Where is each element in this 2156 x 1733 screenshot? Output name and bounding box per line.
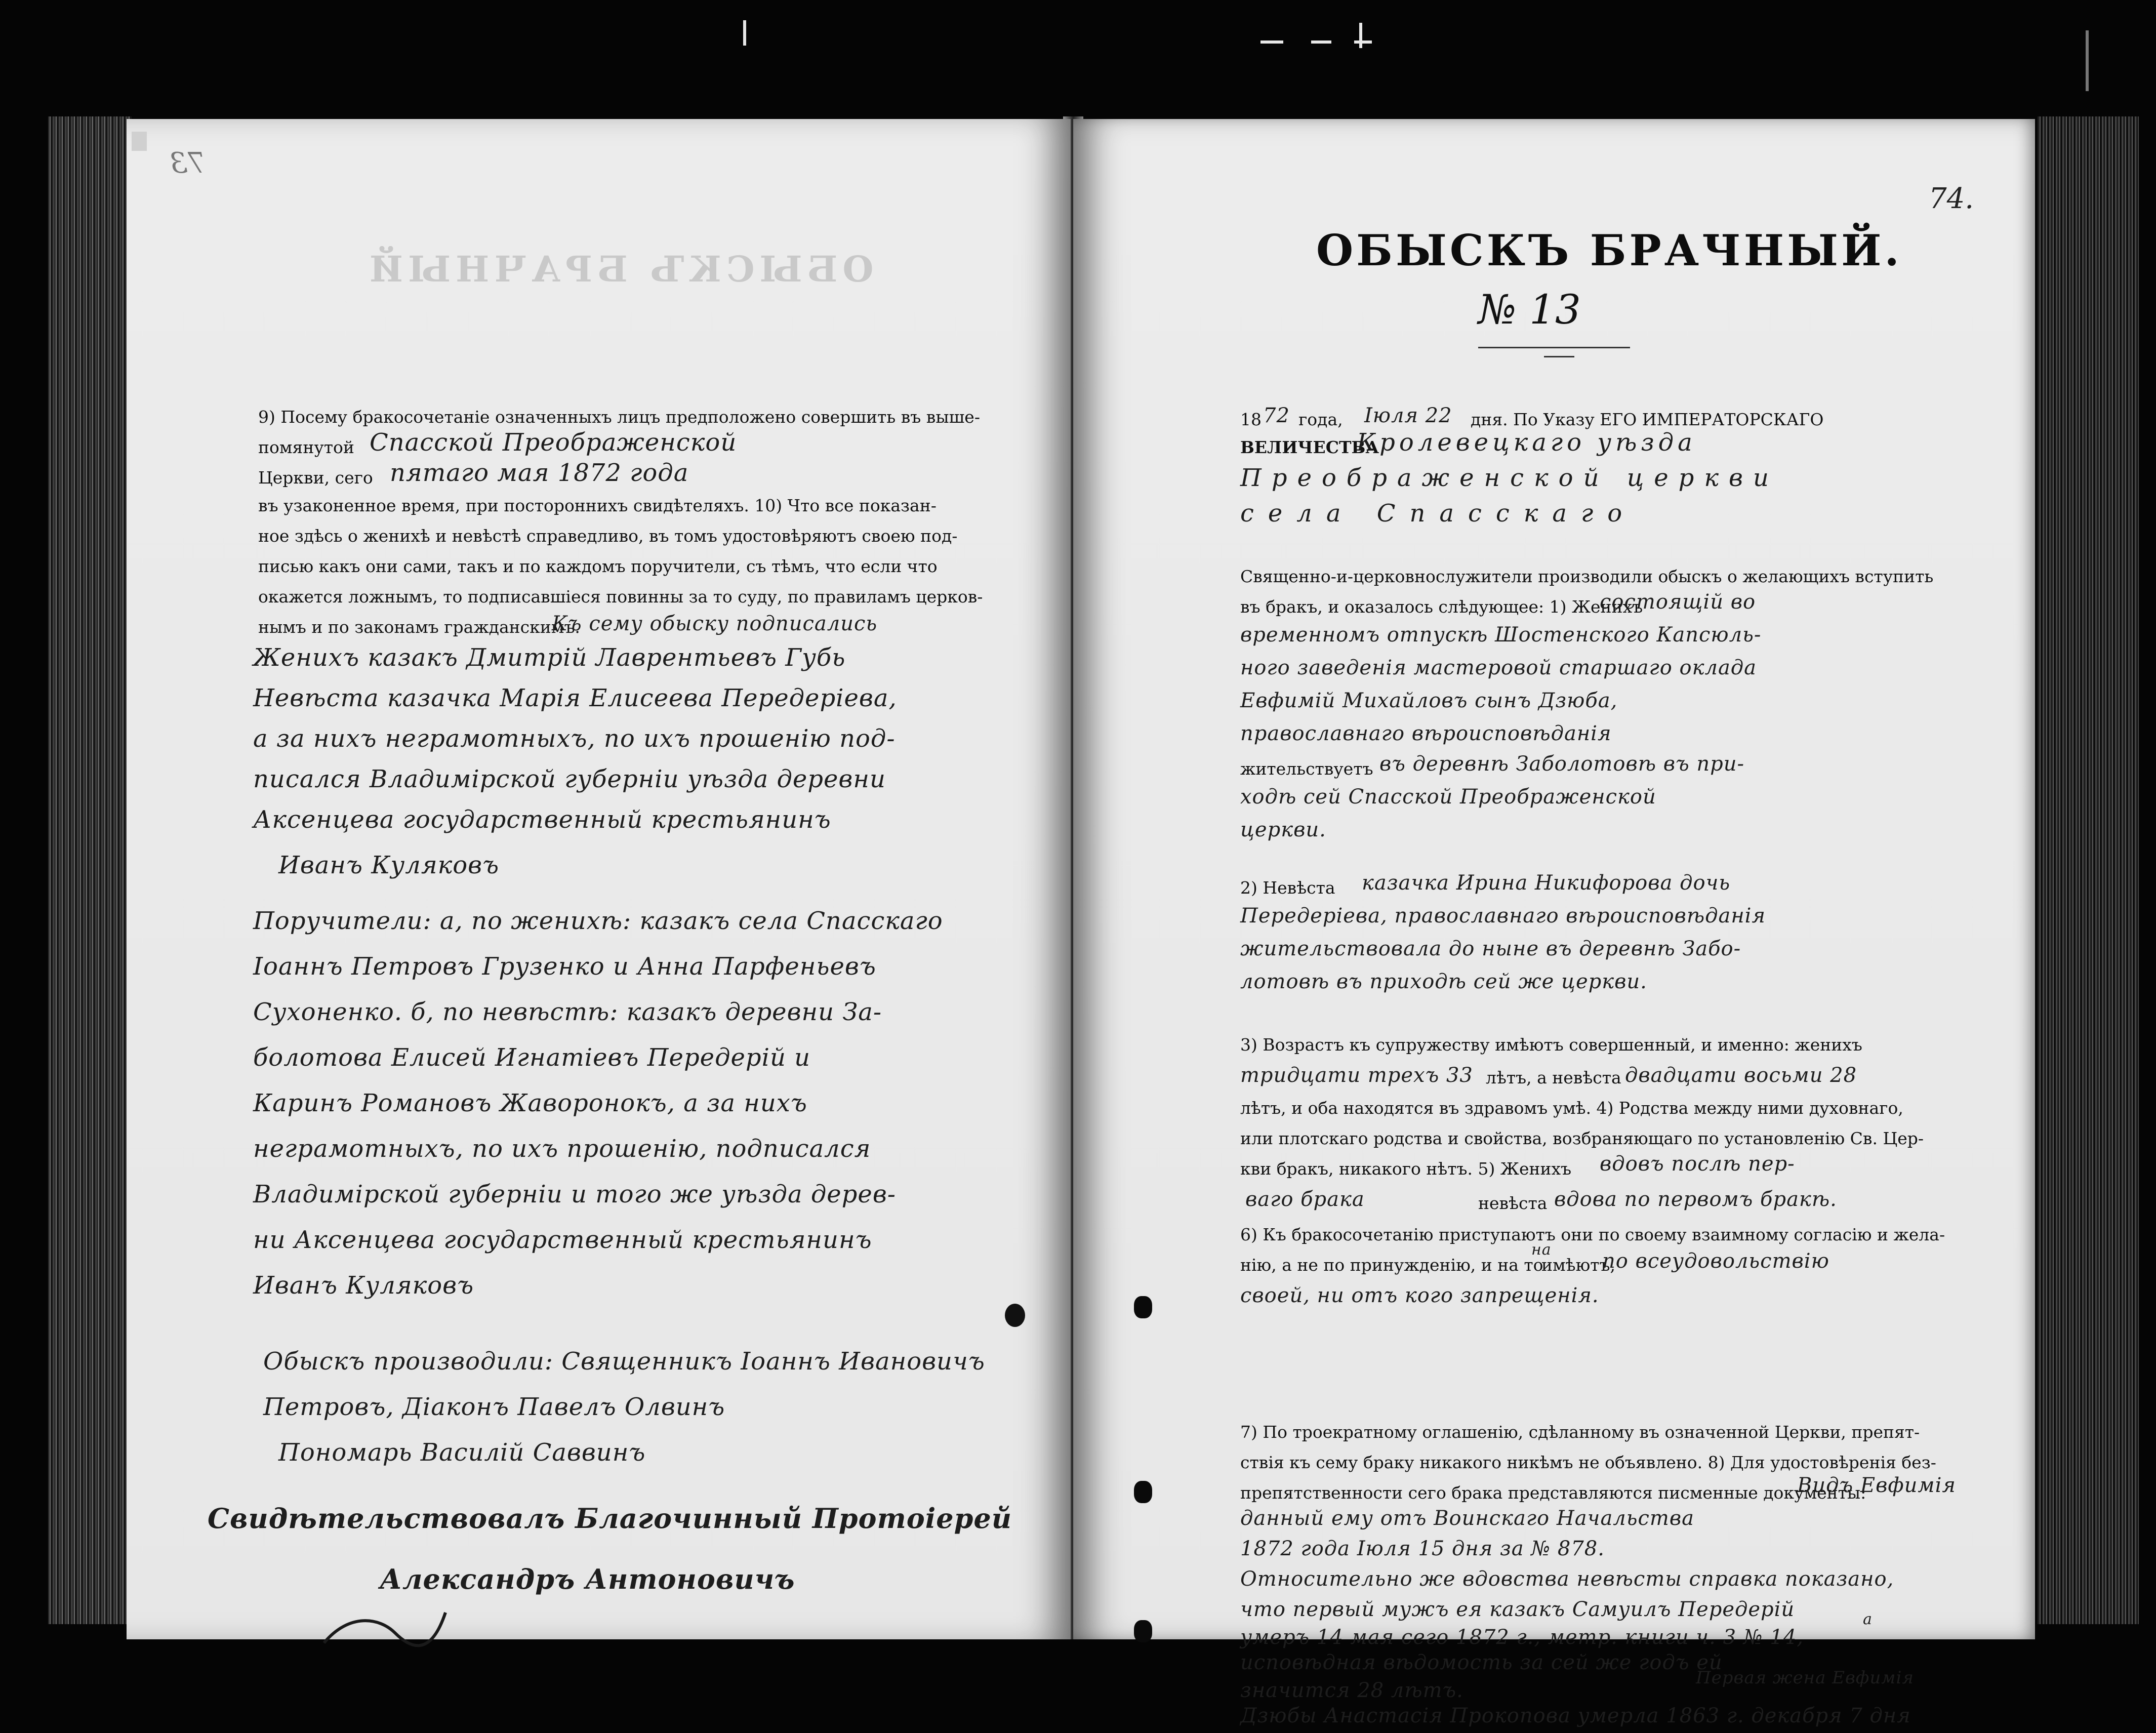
handwritten-line: Евфимiй Михайловъ сынъ Дзюба,: [1240, 689, 1618, 712]
scan-mark: [1311, 41, 1331, 44]
handwritten-line: Женихъ казакъ Дмитрiй Лаврентьевъ Губь: [253, 643, 846, 672]
handwritten-line: Невѣста казачка Марiя Елисеева Передерiева,: [253, 684, 897, 712]
handwritten-line: Иванъ Куляковъ: [253, 1271, 474, 1300]
record-number: № 13: [1478, 286, 1581, 333]
scan-mark: [1359, 23, 1362, 48]
handwritten-line: Къ сему обыску подписались: [552, 612, 878, 635]
printed-line: нымъ и по законамъ гражданскимъ.: [258, 617, 580, 637]
handwritten-line: Поручители: а, по женихѣ: казакъ села Спасскаго: [253, 907, 943, 935]
binding-hole: [1134, 1296, 1152, 1318]
handwritten-line: своей, ни отъ кого запрещенiя.: [1240, 1284, 1599, 1307]
handwritten-line: ваго брака: [1245, 1188, 1365, 1211]
handwritten-line: Видъ Евфимiя: [1797, 1474, 1956, 1497]
printed-line: препятственности сего брака представляются писменные документы:: [1240, 1483, 1866, 1503]
scan-mark: [2086, 30, 2089, 91]
printed-line: 18: [1240, 410, 1262, 429]
printed-line: 2) Невѣста: [1240, 878, 1335, 898]
handwritten-line: ходѣ сей Спасской Преображенской: [1240, 785, 1656, 809]
handwritten-line: церкви.: [1240, 818, 1326, 841]
number-underline: [1478, 347, 1630, 348]
scan-mark: [1354, 41, 1372, 44]
handwritten-line: по всеудовольствiю: [1602, 1250, 1829, 1273]
signature-line: Свидѣтельствовалъ Благочинный Протоiерей: [208, 1502, 1012, 1535]
left-page: [127, 119, 1071, 1639]
handwritten-line: на: [1531, 1241, 1552, 1259]
handwritten-line: Кролевецкаго уѣзда: [1357, 428, 1696, 457]
handwritten-line: Преображенской церкви: [1240, 464, 1779, 492]
handwritten-line: села Спасскаго: [1240, 499, 1637, 528]
handwritten-line: пятаго мая 1872 года: [390, 459, 689, 487]
handwritten-line: писался Владимiрской губернiи уѣзда деревни: [253, 765, 886, 793]
handwritten-line: лотовѣ въ приходѣ сей же церкви.: [1240, 970, 1647, 993]
printed-line: въ бракъ, и оказалось слѣдующее: 1) Женихъ: [1240, 597, 1643, 617]
page-corner-tab: [132, 132, 147, 151]
handwritten-line: Дзюбы Анастасiя Прокопова умерла 1863 г. декабря 7 дня: [1240, 1704, 1911, 1727]
handwritten-line: состоящiй во: [1600, 590, 1756, 614]
handwritten-line: Спасской Преображенской: [370, 428, 737, 457]
printed-line: или плотскаго родства и свойства, возбраняющаго по установленію Св. Цер-: [1240, 1129, 1924, 1148]
printed-line: 7) По троекратному оглашенію, сдѣланному въ означенной Церкви, препят-: [1240, 1422, 1920, 1442]
printed-line: ствія къ сему браку никакого никѣмъ не объявлено. 8) Для удостовѣренія без-: [1240, 1453, 1936, 1472]
handwritten-line: Iюля 22: [1364, 404, 1452, 427]
handwritten-line: тридцати трехъ 33: [1240, 1064, 1473, 1087]
handwritten-line: вдовъ послѣ пер-: [1600, 1152, 1795, 1176]
handwritten-line: двадцати восьми 28: [1625, 1064, 1857, 1087]
printed-line: кви бракъ, никакого нѣтъ. 5) Женихъ: [1240, 1159, 1572, 1179]
handwritten-line: Передерiева, православнаго вѣроисповѣданiя: [1240, 904, 1766, 928]
binding-hole: [1134, 1620, 1152, 1642]
handwritten-line: данный ему отъ Воинскаго Начальства: [1240, 1507, 1694, 1530]
handwritten-line: въ деревнѣ Заболотовѣ въ при-: [1379, 752, 1745, 776]
handwritten-line: вдова по первомъ бракѣ.: [1554, 1188, 1837, 1211]
printed-line: лѣтъ, а невѣста: [1486, 1068, 1621, 1087]
right-page: [1073, 119, 2035, 1727]
ink-blot: [1005, 1304, 1025, 1327]
scan-mark: [1260, 41, 1283, 44]
printed-line: дня. По Указу ЕГО ИМПЕРАТОРСКАГО: [1471, 410, 1824, 429]
handwritten-line: неграмотныхъ, по ихъ прошенiю, подписался: [253, 1135, 871, 1163]
handwritten-line: 72: [1263, 404, 1290, 427]
signature-line: Александръ Антоновичъ: [380, 1563, 795, 1595]
handwritten-line: ного заведенiя мастеровой старшаго оклада: [1240, 656, 1757, 679]
printed-line: 3) Возрастъ къ супружеству имѣютъ совершенный, и именно: женихъ: [1240, 1035, 1862, 1055]
handwritten-line: православнаго вѣроисповѣданiя: [1240, 722, 1612, 745]
handwritten-line: жительствовала до ныне въ деревнѣ Забо-: [1240, 937, 1741, 960]
handwritten-line: болотова Елисей Игнатiевъ Передерiй и: [253, 1043, 811, 1072]
number-underline: [1544, 356, 1574, 357]
printed-line: жительствуетъ: [1240, 759, 1373, 779]
binding-hole: [1134, 1481, 1152, 1503]
scan-mark: [743, 20, 746, 46]
printed-line: нію, а не по принужденію, и на то: [1240, 1255, 1543, 1275]
handwritten-line: Первая жена Евфимiя: [1696, 1668, 1914, 1688]
handwritten-line: Относительно же вдовства невѣсты справка показано,: [1240, 1567, 1894, 1591]
handwritten-line: умеръ 14 мая сего 1872 г., метр. книги ч. 3 № 14,: [1240, 1626, 1804, 1649]
handwritten-line: Iоаннъ Петровъ Грузенко и Анна Парфеньевъ: [253, 952, 876, 981]
printed-line: лѣтъ, и оба находятся въ здравомъ умѣ. 4) Родства между ними духовнаго,: [1240, 1098, 1903, 1118]
handwritten-line: значится 28 лѣтъ.: [1240, 1679, 1463, 1702]
printed-line: ВЕЛИЧЕСТВА: [1240, 437, 1379, 457]
printed-line: имѣютъ,: [1541, 1255, 1616, 1275]
book-page-edges-left: [48, 116, 132, 1624]
printed-line: въ узаконенное время, при постороннихъ свидѣтеляхъ. 10) Что все показан-: [258, 496, 937, 515]
handwritten-line: Петровъ, Діаконъ Павелъ Олвинъ: [263, 1393, 725, 1421]
handwritten-line: исповѣдная вѣдомость за сей же годъ ей: [1240, 1651, 1723, 1674]
printed-line: Церкви, сего: [258, 468, 373, 488]
document-title: ОБЫСКЪ БРАЧНЫЙ.: [1316, 225, 1902, 275]
signature-flourish: [319, 1602, 451, 1663]
printed-line: ное здѣсь о женихѣ и невѣстѣ справедливо, въ томъ удостовѣряютъ своею под-: [258, 526, 958, 546]
printed-line: окажется ложнымъ, то подписавшіеся повинны за то суду, по правиламъ церков-: [258, 587, 983, 607]
book-page-edges-right: [2038, 116, 2139, 1624]
handwritten-line: временномъ отпускѣ Шостенского Капсюль-: [1240, 623, 1762, 647]
printed-line: помянутой: [258, 437, 354, 457]
handwritten-line: а за нихъ неграмотныхъ, по ихъ прошенiю под-: [253, 724, 896, 753]
handwritten-line: Владимiрской губернiи и того же уѣзда дерев-: [253, 1180, 896, 1208]
handwritten-line: а: [1863, 1610, 1873, 1628]
handwritten-line: ни Аксенцева государственный крестьянинъ: [253, 1226, 872, 1254]
handwritten-line: Аксенцева государственный крестьянинъ: [253, 805, 831, 834]
printed-line: года,: [1298, 410, 1343, 429]
handwritten-line: Каринъ Романовъ Жаворонокъ, а за нихъ: [253, 1089, 807, 1117]
printed-line: 6) Къ бракосочетанію приступаютъ они по своему взаимному согласію и жела-: [1240, 1225, 1945, 1244]
page-number: 74.: [1929, 182, 1974, 215]
handwritten-line: Пономарь Василiй Саввинъ: [278, 1438, 646, 1467]
handwritten-line: Обыскъ производили: Священникъ Iоаннъ Ивановичъ: [263, 1347, 985, 1376]
handwritten-line: что первый мужъ ея казакъ Самуилъ Передерiй: [1240, 1598, 1795, 1621]
printed-line: 9) Посему бракосочетаніе означенныхъ лицъ предположено совершить въ выше-: [258, 407, 980, 427]
printed-line: невѣста: [1478, 1193, 1548, 1213]
printed-line: писью какъ они сами, такъ и по каждомъ поручители, съ тѣмъ, что если что: [258, 556, 938, 576]
handwritten-line: 1872 года Iюля 15 дня за № 878.: [1240, 1537, 1605, 1560]
handwritten-line: казачка Ирина Никифорова дочь: [1362, 871, 1731, 895]
show-through-title: ОБЫСКЪ БРАЧНЫЙ: [364, 248, 874, 290]
handwritten-line: Сухоненко. б, по невѣстѣ: казакъ деревни За-: [253, 998, 882, 1026]
handwritten-line: Иванъ Куляковъ: [278, 851, 500, 879]
printed-line: Священно-и-церковнослужители производили обыскъ о желающихъ вступить: [1240, 567, 1934, 586]
page-number: 73: [170, 147, 206, 180]
